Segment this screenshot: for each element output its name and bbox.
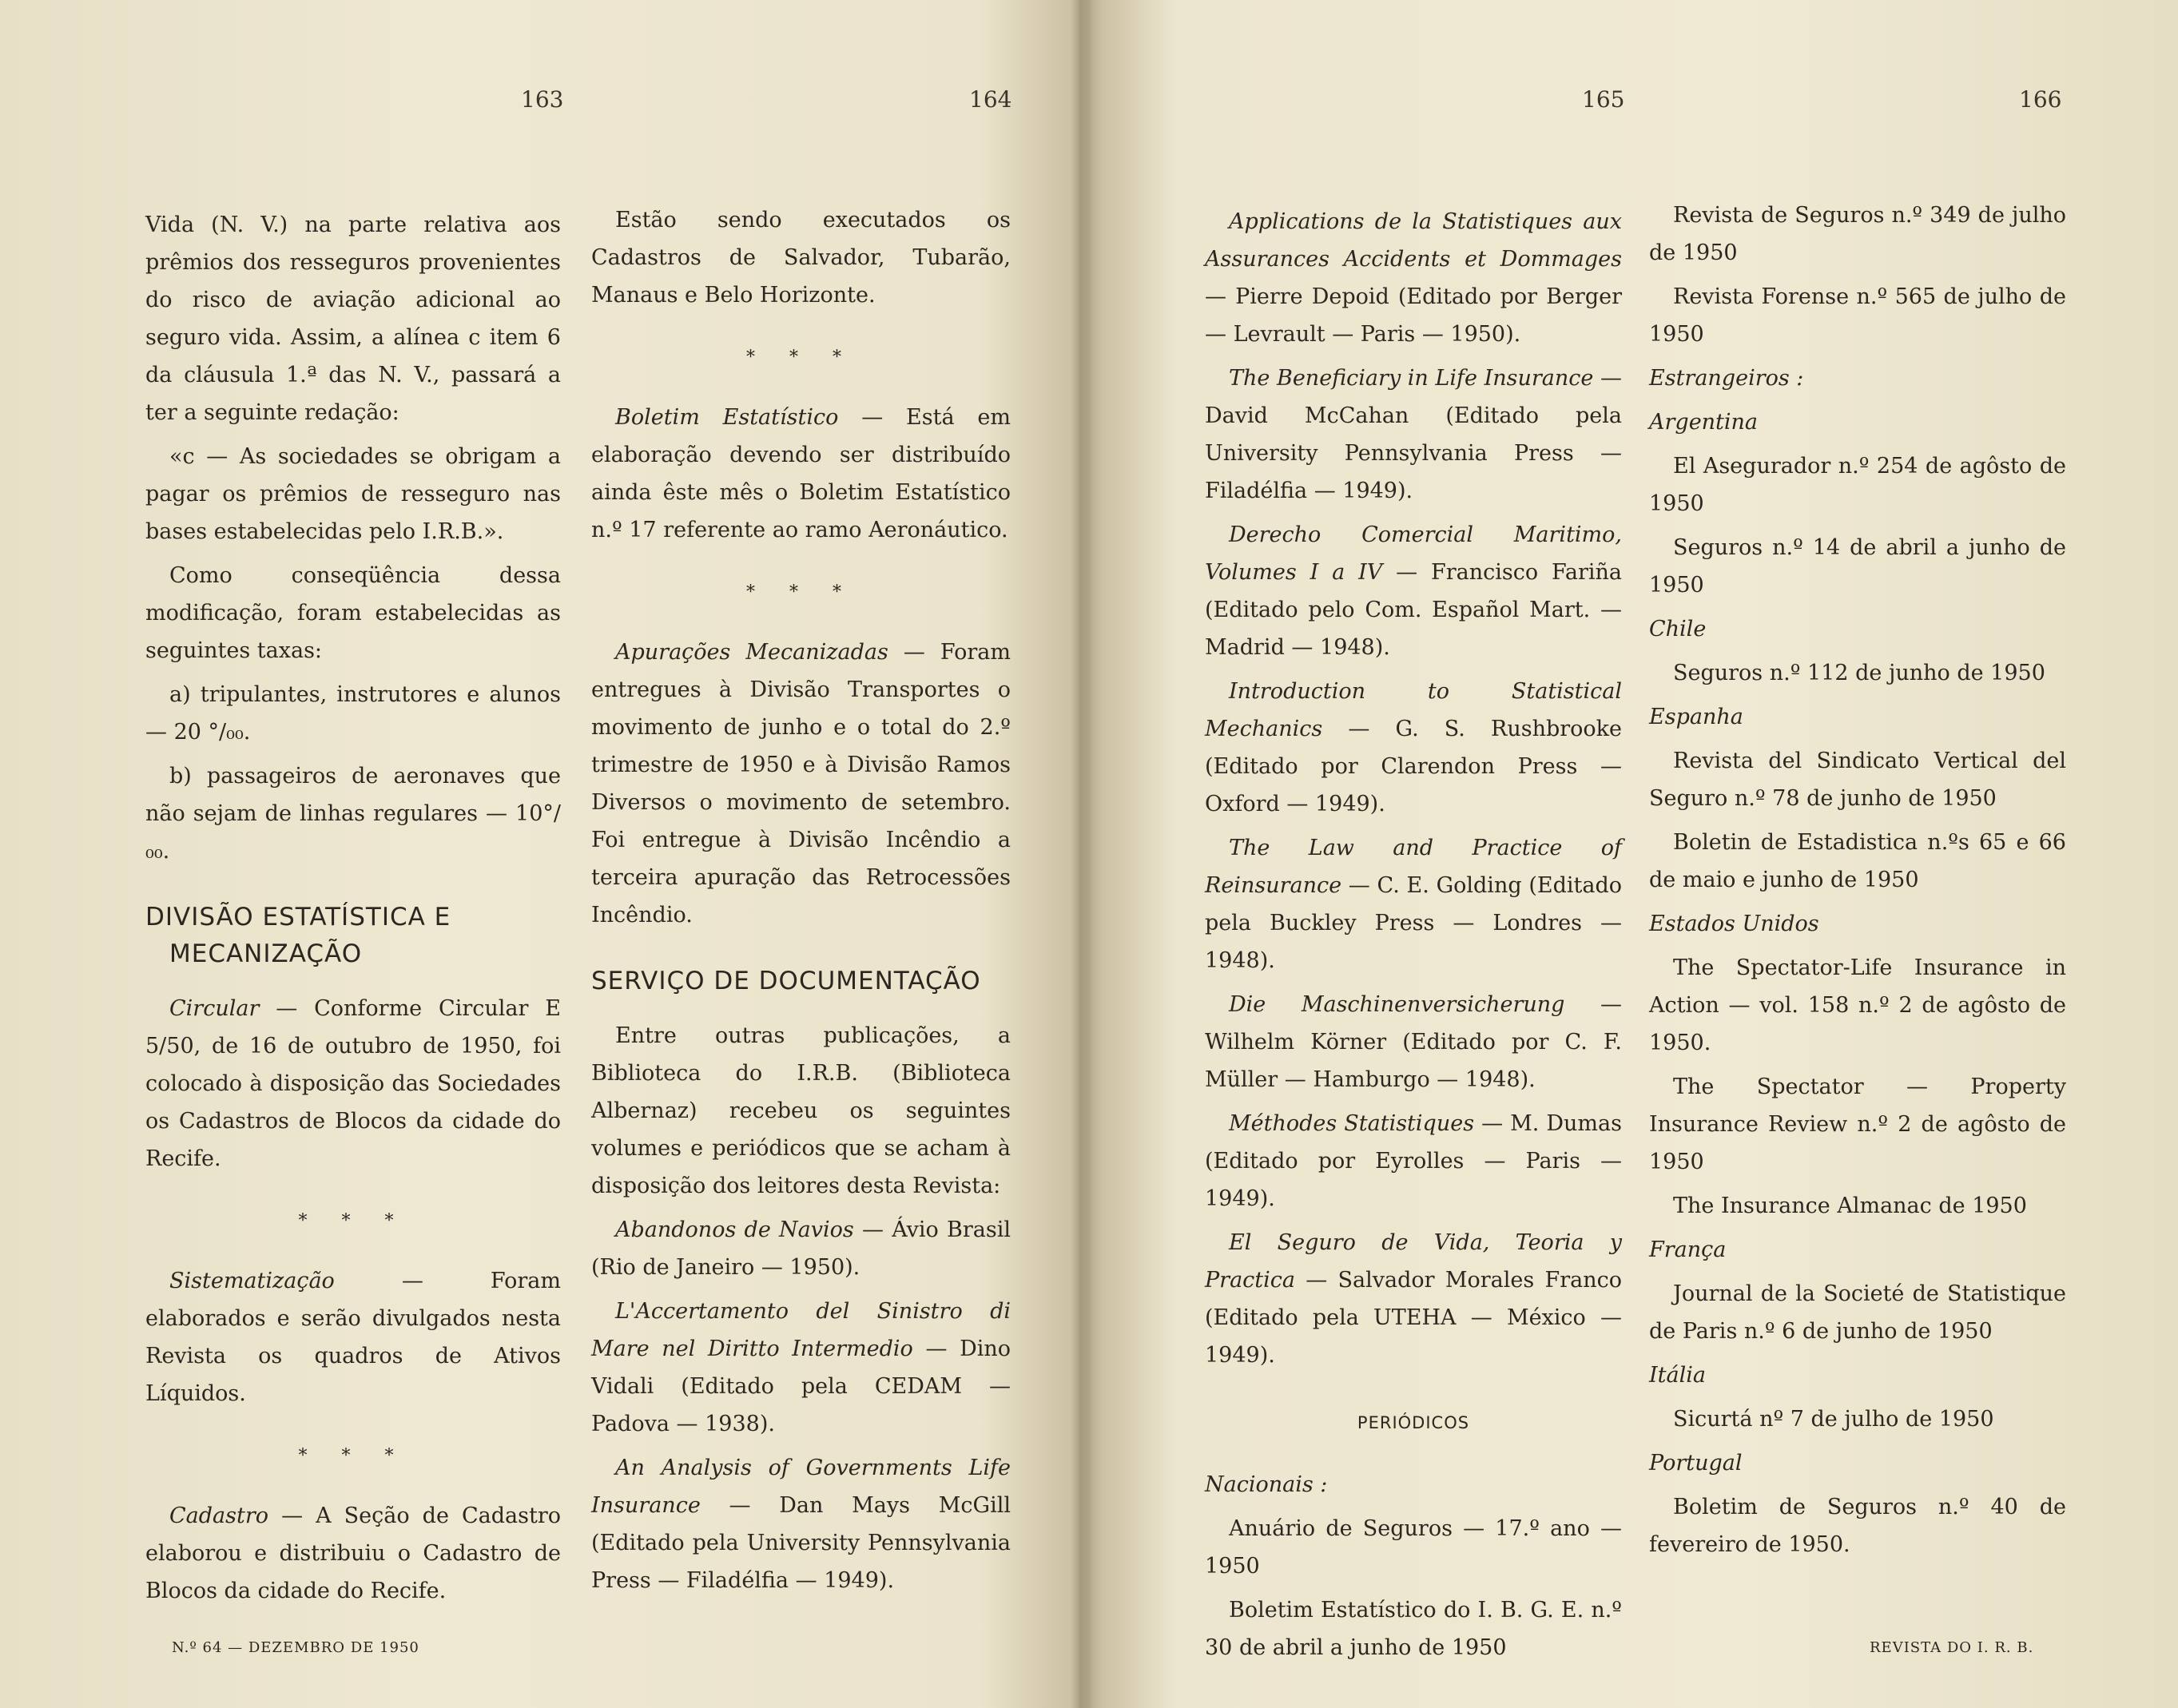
entry-title: Apurações Mecanizadas xyxy=(615,640,888,665)
paragraph xyxy=(591,634,1011,934)
heading-line: DIVISÃO ESTATÍSTICA E xyxy=(145,903,451,931)
paragraph xyxy=(591,399,1011,549)
entry-text: — C. E. Golding (Editado pela Buckley Press — Londres — 1948). xyxy=(1205,873,1622,973)
bibliography-entry xyxy=(1205,1105,1622,1217)
entry-text: — Dino Vidali (Editado pela CEDAM — Padova — 1938). xyxy=(591,1337,1011,1436)
periodical-entry: Revista del Sindicato Vertical del Seguro n.º 78 de junho de 1950 xyxy=(1649,749,2066,811)
footer-journal: REVISTA DO I. R. B. xyxy=(1870,1639,2034,1656)
periodical-entry: Journal de la Societé de Statistique de Paris n.º 6 de junho de 1950 xyxy=(1649,1281,2066,1344)
periodical-entry: Revista Forense n.º 565 de julho de 1950 xyxy=(1649,284,2066,347)
bibliography-entry xyxy=(1205,203,1622,353)
entry-text: — Salvador Morales Franco (Editado pela UTEHA — México — 1949). xyxy=(1205,1268,1622,1368)
bibliography-entry xyxy=(1205,516,1622,666)
bibliography-entry xyxy=(1205,673,1622,823)
entry-text: — Dan Mays McGill (Editado pela University Pennsylvania Press — Filadélfia — 1949). xyxy=(591,1493,1011,1593)
paragraph: Como conseqüência dessa modificação, foram estabelecidas as seguintes taxas: xyxy=(145,563,561,663)
paragraph: Entre outras publicações, a Biblioteca do I.R.B. (Biblioteca Albernaz) recebeu os seguintes volumes e periódicos que se acham à disposição dos leitores desta Revista: xyxy=(591,1023,1011,1198)
entry-title: Méthodes Statistiques xyxy=(1229,1111,1475,1136)
entry-text: — Francisco Fariña (Editado pelo Com. Español Mart. — Madrid — 1948). xyxy=(1205,560,1622,660)
entry-text: — Ávio Brasil (Rio de Janeiro — 1950). xyxy=(591,1217,1011,1280)
periodical-entry: Boletim Estatístico do I. B. G. E. n.º 30 de abril a junho de 1950 xyxy=(1205,1598,1622,1660)
entry-text: — Pierre Depoid (Editado por Berger — Levrault — Paris — 1950). xyxy=(1205,284,1622,347)
entry-title: Applications de la Statistiques aux Assurances Accidents et Dommages xyxy=(1205,209,1622,272)
paragraph: a) tripulantes, instrutores e alunos — 20 °/₀₀. xyxy=(145,682,561,745)
subsection-label: Estrangeiros : xyxy=(1649,366,1804,391)
bibliography-entry xyxy=(1205,359,1622,510)
periodical-entry: Seguros n.º 112 de junho de 1950 xyxy=(1673,661,2045,685)
periodical-entry: Revista de Seguros n.º 349 de julho de 1950 xyxy=(1649,203,2066,265)
country-label: Argentina xyxy=(1649,410,1759,435)
heading-line: MECANIZAÇÃO xyxy=(169,939,363,968)
entry-title: Derecho Comercial Maritimo, Volumes I a IV xyxy=(1205,522,1622,585)
separator-stars: * * * xyxy=(298,1446,408,1466)
paragraph xyxy=(145,1262,561,1412)
country-label: Estados Unidos xyxy=(1649,912,1819,936)
page-number-164: 164 xyxy=(969,86,1012,113)
entry-text: — Foram elaborados e serão divulgados nesta Revista os quadros de Ativos Líquidos. xyxy=(145,1269,561,1406)
entry-title: Abandonos de Navios xyxy=(615,1217,854,1242)
section-heading: SERVIÇO DE DOCUMENTAÇÃO xyxy=(591,967,981,995)
page-number-165: 165 xyxy=(1582,86,1625,113)
periodical-entry: Anuário de Seguros — 17.º ano — 1950 xyxy=(1205,1516,1622,1579)
paragraph xyxy=(145,990,561,1178)
paragraph: b) passageiros de aeronaves que não sejam de linhas regulares — 10°/₀₀. xyxy=(145,764,561,864)
periodical-entry: El Asegurador n.º 254 de agôsto de 1950 xyxy=(1649,454,2066,516)
section-heading xyxy=(145,899,561,972)
bibliography-entry xyxy=(1205,829,1622,979)
bibliography-entry xyxy=(591,1211,1011,1286)
paragraph xyxy=(145,1497,561,1610)
column-page-163 xyxy=(145,206,561,1616)
column-page-166 xyxy=(1649,197,2066,1570)
entry-title: Circular xyxy=(169,996,260,1021)
separator-stars: * * * xyxy=(746,348,856,367)
entry-title: Sistematização xyxy=(169,1269,335,1293)
paragraph: Vida (N. V.) na parte relativa aos prêmios dos resseguros provenientes do risco de aviação adicional ao seguro vida. Assim, a alínea c item 6 da cláusula 1.ª das N. V., passará a ter a seguinte redação: xyxy=(145,213,561,425)
entry-title: El Seguro de Vida, Teoria y Practica xyxy=(1205,1230,1622,1293)
country-label: Espanha xyxy=(1649,705,1743,729)
entry-title: Introduction to Statistical Mechanics xyxy=(1205,679,1622,741)
entry-title: L'Accertamento del Sinistro di Mare nel Diritto Intermedio xyxy=(591,1299,1011,1361)
footer-issue: N.º 64 — DEZEMBRO DE 1950 xyxy=(172,1639,419,1656)
bibliography-entry xyxy=(591,1293,1011,1443)
entry-text: — Está em elaboração devendo ser distribuído ainda êste mês o Boletim Estatístico n.º 17 referente ao ramo Aeronáutico. xyxy=(591,405,1011,542)
entry-title: An Analysis of Governments Life Insurance xyxy=(591,1456,1011,1518)
periodical-entry: The Insurance Almanac de 1950 xyxy=(1673,1194,2027,1218)
entry-title: The Law and Practice of Reinsurance xyxy=(1205,836,1622,898)
page-number-163: 163 xyxy=(521,86,564,113)
entry-text: — G. S. Rushbrooke (Editado por Clarendon Press — Oxford — 1949). xyxy=(1205,717,1622,816)
periodical-entry: Sicurtá nº 7 de julho de 1950 xyxy=(1673,1407,1994,1432)
periodical-entry: Seguros n.º 14 de abril a junho de 1950 xyxy=(1649,535,2066,598)
country-label: Chile xyxy=(1649,617,1707,641)
paragraph: Estão sendo executados os Cadastros de Salvador, Tubarão, Manaus e Belo Horizonte. xyxy=(591,208,1011,308)
separator-stars: * * * xyxy=(298,1211,408,1231)
page-number-166: 166 xyxy=(2019,86,2062,113)
paragraph: «c — As sociedades se obrigam a pagar os prêmios de resseguro nas bases estabelecidas pelo I.R.B.». xyxy=(145,444,561,544)
book-gutter xyxy=(1071,0,1091,1708)
country-label: França xyxy=(1649,1237,1727,1262)
periodical-entry: The Spectator-Life Insurance in Action — vol. 158 n.º 2 de agôsto de 1950. xyxy=(1649,955,2066,1055)
bibliography-entry xyxy=(1205,986,1622,1098)
periodical-entry: Boletin de Estadistica n.ºs 65 e 66 de maio e junho de 1950 xyxy=(1649,830,2066,892)
entry-text: — Wilhelm Körner (Editado por C. F. Müller — Hamburgo — 1948). xyxy=(1205,992,1622,1092)
subsection-label: Nacionais : xyxy=(1205,1472,1328,1497)
entry-title: Boletim Estatístico xyxy=(615,405,839,430)
bibliography-entry xyxy=(591,1449,1011,1599)
country-label: Itália xyxy=(1649,1363,1706,1388)
entry-text: — M. Dumas (Editado por Eyrolles — Paris — 1949). xyxy=(1205,1111,1622,1211)
periodicals-heading: PERIÓDICOS xyxy=(1357,1413,1470,1432)
entry-text: — Conforme Circular E 5/50, de 16 de outubro de 1950, foi colocado à disposição das Sociedades os Cadastros de Blocos da cidade do Recife. xyxy=(145,996,561,1171)
entry-title: Die Maschinenversicherung xyxy=(1229,992,1565,1017)
entry-title: Cadastro xyxy=(169,1503,269,1528)
entry-text: — A Seção de Cadastro elaborou e distribuiu o Cadastro de Blocos da cidade do Recife. xyxy=(145,1503,561,1603)
column-page-164 xyxy=(591,201,1011,1606)
entry-text: — Foram entregues à Divisão Transportes o movimento de junho e o total do 2.º trimestre de 1950 e à Divisão Ramos Diversos o movimento de setembro. Foi entregue à Divisão Incêndio a terceira apuração das Retrocessões Incêndio. xyxy=(591,640,1011,927)
bibliography-entry xyxy=(1205,1224,1622,1374)
periodical-entry: Boletim de Seguros n.º 40 de fevereiro de 1950. xyxy=(1649,1495,2066,1557)
country-label: Portugal xyxy=(1649,1451,1743,1476)
separator-stars: * * * xyxy=(746,582,856,602)
entry-title: The Beneficiary in Life Insurance xyxy=(1229,366,1594,391)
entry-text: — David McCahan (Editado pela University Pennsylvania Press — Filadélfia — 1949). xyxy=(1205,366,1622,503)
column-page-165 xyxy=(1205,203,1622,1673)
periodical-entry: The Spectator — Property Insurance Review n.º 2 de agôsto de 1950 xyxy=(1649,1074,2066,1174)
